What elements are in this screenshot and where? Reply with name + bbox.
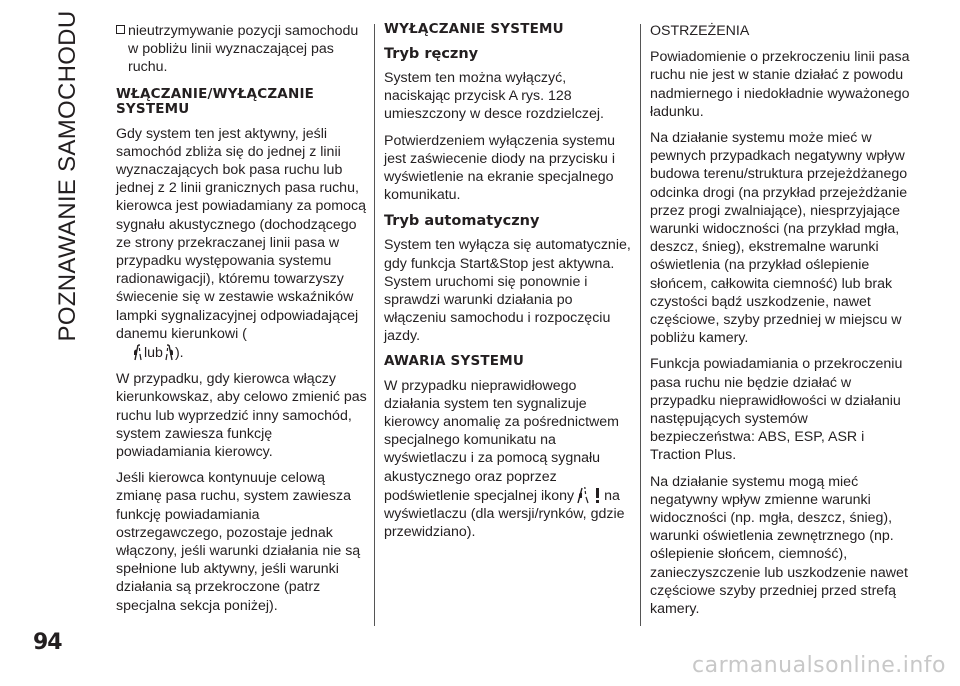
paragraph-warning-3: Funkcja powiadamiania o przekroczeniu pasa ruchu nie będzie działać w przypadku nieprawidłowości w działaniu następujących systemów bezpieczeństwa: ABS, ESP, ASR i Traction Plus. bbox=[650, 356, 903, 464]
paragraph-failure bbox=[384, 377, 634, 542]
paragraph-text: W przypadku nieprawidłowego działania system ten sygnalizuje kierowcy anomalię za pośrednictwem specjalnego komunikatu na wyświetlaczu i za pomocą sygnału akustycznego oraz poprzez podświetlenie specjalnej ikony bbox=[384, 377, 619, 504]
lub-text: lub bbox=[144, 345, 163, 362]
bullet-text: nieutrzymywanie pozycji samochodu w pobliżu linii wyznaczającej pas ruchu. bbox=[128, 23, 359, 76]
page-number: 94 bbox=[33, 630, 62, 655]
lub-spacer bbox=[116, 345, 132, 361]
paragraph-text: Gdy system ten jest aktywny, jeśli samochód zbliża się do jednej z linii wyznaczających bok pasa ruchu lub jednej z 2 linii granicznych pasa ruchu, kierowca jest powiadamiany za pomocą sygnału akustycznego (dochodzącego ze strony przekraczanej linii pasa w przypadku występowania systemu radionawigacji), któremu towarzyszy świecenie się w zestawie wskaźników lampki sygnalizacyjnej odpowiadającej danemu kierunkowi ( bbox=[116, 125, 366, 342]
subheading-manual: Tryb ręczny bbox=[384, 46, 479, 62]
paragraph-warning-1: Powiadomienie o przekroczeniu linii pasa ruchu nie jest w stanie działać z powodu nadmiernego i niedokładnie wyważonego ładunku. bbox=[650, 49, 910, 120]
column-divider-1 bbox=[374, 24, 375, 626]
checkbox-bullet-icon bbox=[116, 25, 125, 34]
paragraph-lane-warning bbox=[116, 125, 368, 363]
paren-close-text: ). bbox=[174, 345, 184, 362]
paragraph-manual: System ten można wyłączyć, naciskając przycisk A rys. 128 umieszczony w desce rozdzielczej. bbox=[384, 70, 604, 123]
paragraph-warning-4: Na działanie systemu mogą mieć negatywny wpływ zmienne warunki widoczności (np. mgła, deszcz, śnieg), warunki oświetlenia zewnętrznego (np. oślepienie słońcem, ciemność), zanieczyszczenie lub uszkodzenie nawet częściowe szyby przedniej przed strefą kamery. bbox=[650, 473, 908, 618]
section-heading-failure: AWARIA SYSTEMU bbox=[384, 352, 524, 369]
warnings-heading: OSTRZEŻENIA bbox=[650, 23, 750, 39]
side-section-title-text: POZNAWANIE SAMOCHODU bbox=[54, 10, 81, 342]
side-section-title bbox=[50, 10, 86, 342]
paragraph-automatic: System ten wyłącza się automatycznie, gdy funkcja Start&Stop jest aktywna. System uruchomi się ponownie i sprawdzi warunki działania po włączeniu samochodu i rozpoczęciu jazdy. bbox=[384, 237, 631, 345]
lane-warning-icon bbox=[574, 486, 604, 504]
section-heading-on-off: WŁĄCZANIE/WYŁĄCZANIE SYSTEMU bbox=[116, 85, 315, 117]
lane-left-icon bbox=[132, 343, 144, 361]
column-divider-2 bbox=[640, 24, 641, 626]
paragraph-turn-signal: W przypadku, gdy kierowca włączy kierunkowskaz, aby celowo zmienić pas ruchu lub wyprzedzić inny samochód, system zawiesza funkcję powiadamiania kierowcy. bbox=[116, 371, 367, 461]
lane-right-icon bbox=[163, 343, 175, 361]
column-3 bbox=[650, 22, 912, 626]
section-heading-disable: WYŁĄCZANIE SYSTEMU bbox=[384, 21, 564, 37]
column-1 bbox=[116, 22, 368, 623]
column-2 bbox=[384, 22, 634, 549]
subheading-automatic: Tryb automatyczny bbox=[384, 213, 540, 230]
paragraph-text-end: na wyświetlaczu (dla wersji/rynków, gdzie przewidziano). bbox=[384, 487, 625, 541]
watermark: carmanualsonline.info bbox=[692, 653, 946, 678]
bullet-item bbox=[116, 22, 368, 77]
paragraph-warning-2: Na działanie systemu może mieć w pewnych przypadkach negatywny wpływ budowa terenu/struktura przejeżdżanego odcinka drogi (na przykład przejeżdżanie przez progi zwalniające), niesprzyjające warunki widoczności (na przykład mgła, deszcz, śnieg), ekstremalne warunki oświetlenia (na przykład oślepienie słońcem, całkowita ciemność) lub brak czystości bądź uszkodzenie, nawet częściowe, szyby przedniej w miejscu w pobliżu kamery. bbox=[650, 130, 908, 347]
paragraph-confirm: Potwierdzeniem wyłączenia systemu jest zaświecenie diody na przycisku i wyświetlenie na ekranie specjalnego komunikatu. bbox=[384, 132, 616, 204]
paragraph-lane-change: Jeśli kierowca kontynuuje celową zmianę pasa ruchu, system zawiesza funkcję powiadamiania ostrzegawczego, pozostaje jednak włączony, jeśli warunki działania nie są spełnione lub aktywny, jeśli warunki działania są przekroczone (patrz specjalna sekcja poniżej). bbox=[116, 470, 361, 614]
